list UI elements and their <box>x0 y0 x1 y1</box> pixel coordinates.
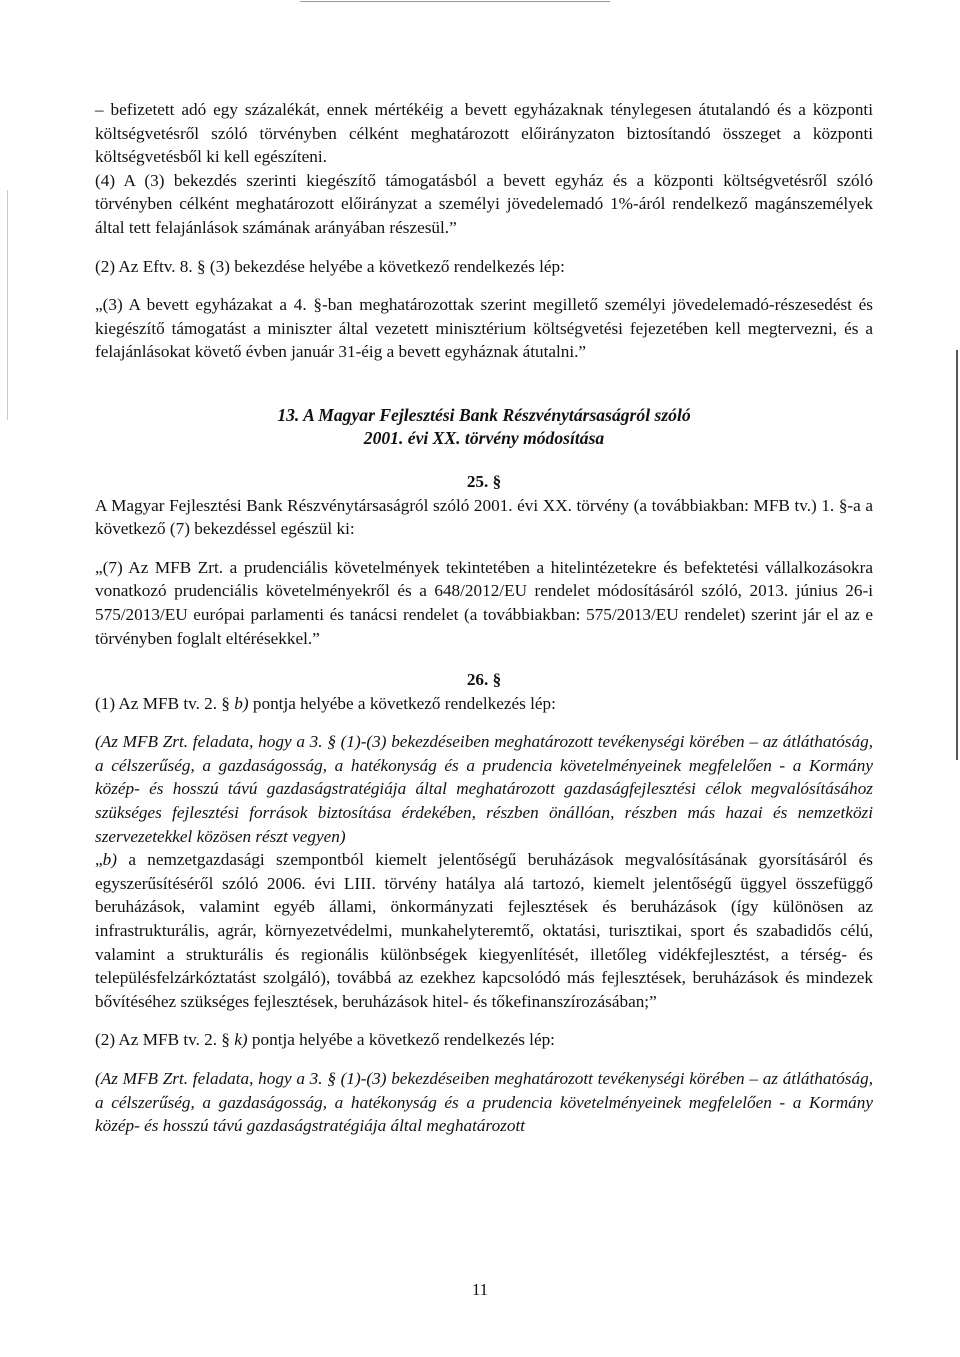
paragraph-mfb-context-1: (Az MFB Zrt. feladata, hogy a 3. § (1)-(3) bekezdéseiben meghatározott tevékenységi körében – az átláthatóság, a célszerűség, a gazdaságosság, a hatékonyság és a prudencia követelményeinek megfelelően - a Kormány közép- és hosszú távú gazdaságstratégiája által meghatározott gazdaságfejlesztési célok megvalósításához szükséges fejlesztési források biztosítása érdekében, részben önállóan, részben más hazai és nemzetközi szervezetekkel közösen részt vegyen) <box>95 732 873 846</box>
paragraph-4: (4) A (3) bekezdés szerinti kiegészítő támogatásból a bevett egyház és a központi költségvetésről szóló törvényben célként meghatározott előirányzat a személyi jövedelemadó 1%-áról rendelkező magánszemélyek által tett felajánlások számának arányában részesül.” <box>95 170 873 237</box>
paragraph-tax-share: – befizetett adó egy százalékát, ennek mértékéig a bevett egyházaknak ténylegesen átutalandó és a központi költségvetésről szóló törvényben célként meghatározott előirányzaton biztosítandó összeget a központi költségvetésből ki kell egészíteni. <box>95 100 873 167</box>
scan-artifact-right <box>956 350 958 760</box>
section-number-26: 26. § <box>466 670 502 690</box>
paragraph-26-1: (1) Az MFB tv. 2. § b) pontja helyébe a következő rendelkezés lép: <box>95 693 556 713</box>
section-heading-line-1: 13. A Magyar Fejlesztési Bank Részvénytársaságról szóló <box>277 404 691 425</box>
section-heading-line-2: 2001. évi XX. törvény módosítása <box>363 427 605 448</box>
paragraph-eftv-amendment: (2) Az Eftv. 8. § (3) bekezdése helyébe a következő rendelkezés lép: <box>95 256 565 276</box>
paragraph-26-2: (2) Az MFB tv. 2. § k) pontja helyébe a következő rendelkezés lép: <box>95 1030 555 1050</box>
section-heading <box>95 404 873 450</box>
paragraph-quoted-b: „b) a nemzetgazdasági szempontból kiemelt jelentőségű beruházások megvalósításának gyorsításáról és egyszerűsítéséről szóló 2006. évi LIII. törvény hatálya alá tartozó, kiemelt jelentőségű üggyel összefüggő beruházások, valamint egyéb állami, önkormányzati fejlesztések és beruházások (így különösen az infrastrukturális, agrár, környezetvédelmi, munkahelyteremtő, oktatási, turisztikai, sport és szabadidős célú, valamint a strukturális és regionális különbségek kiegyenlítését, illetőleg vidékfejlesztést, a térség- és településfelzárkóztatást szolgáló), továbbá az ezekhez kapcsolódó más fejlesztések, beruházások és mindezek bővítéséhez szükséges fejlesztések, beruházások hitel- és tőkefinanszírozásában;” <box>95 850 873 1011</box>
scan-artifact-left <box>7 190 8 420</box>
paragraph-quoted-3: „(3) A bevett egyházakat a 4. §-ban meghatározottak szerint megillető személyi jövedelemadó-részesedést és kiegészítő támogatást a miniszter által vezetett minisztérium költségvetési fejezetében kell megtervezni, és a felajánlásokat követő évben január 31-éig a bevett egyháznak átutalni.” <box>95 295 873 362</box>
scan-artifact-top <box>300 1 610 2</box>
document-body <box>95 98 873 1138</box>
page-number: 11 <box>471 1280 489 1299</box>
paragraph-quoted-7: „(7) Az MFB Zrt. a prudenciális követelmények tekintetében a hitelintézetekre és befektetési vállalkozásokra vonatkozó prudenciális követelményekről és a 648/2012/EU rendelet módosításáról szóló, 2013. június 26-i 575/2013/EU európai parlamenti és tanácsi rendelet (a továbbiakban: 575/2013/EU rendelet) szerint jár el az e törvényben foglalt eltérésekkel.” <box>95 557 873 648</box>
section-number-25: 25. § <box>466 471 502 491</box>
paragraph-25: A Magyar Fejlesztési Bank Részvénytársaságról szóló 2001. évi XX. törvény (a továbbiakban: MFB tv.) 1. §-a a következő (7) bekezdéssel egészül ki: <box>95 495 873 539</box>
paragraph-mfb-context-2: (Az MFB Zrt. feladata, hogy a 3. § (1)-(3) bekezdéseiben meghatározott tevékenységi körében – az átláthatóság, a célszerűség, a gazdaságosság, a hatékonyság és a prudencia követelményeinek megfelelően - a Kormány közép- és hosszú távú gazdaságstratégiája által meghatározott <box>95 1069 873 1136</box>
